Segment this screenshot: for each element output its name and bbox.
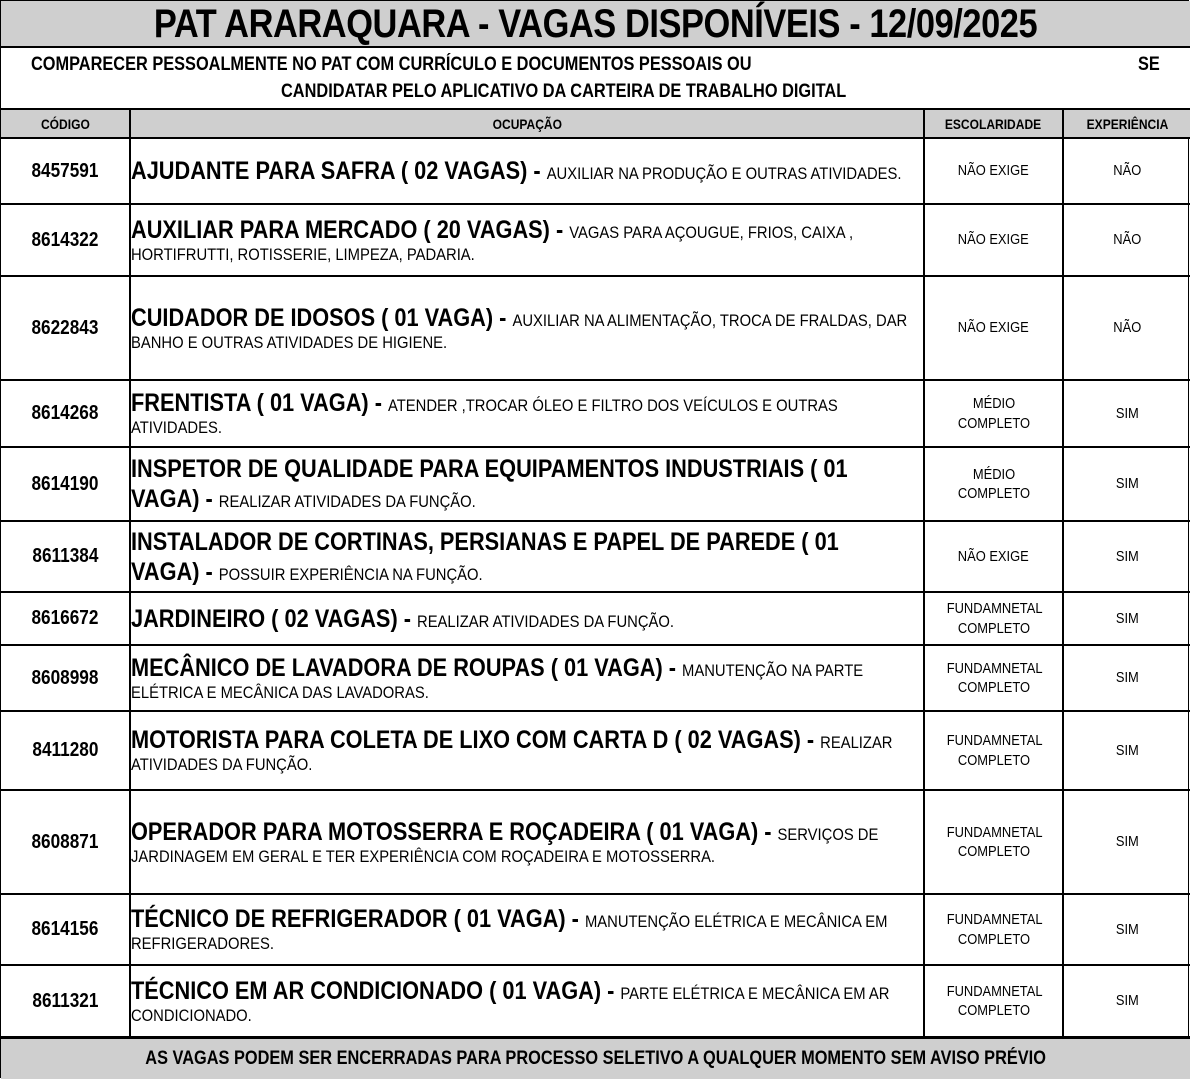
occupation-text	[131, 303, 910, 353]
occupation-text	[131, 817, 910, 867]
experience-cell	[1063, 965, 1190, 1037]
experience-cell	[1063, 645, 1190, 711]
education-cell	[924, 447, 1063, 521]
table-row	[1, 965, 1190, 1037]
occupation-cell	[130, 521, 924, 592]
occupation-cell	[130, 276, 924, 380]
occupation-cell	[130, 645, 924, 711]
education-requirement: NÃO EXIGE	[958, 231, 1029, 249]
occupation-title: OPERADOR PARA MOTOSSERRA E ROÇADEIRA ( 01 VAGA) -	[131, 817, 778, 846]
education-requirement: FUNDAMNETAL COMPLETO	[946, 600, 1043, 637]
column-header-label: CÓDIGO	[40, 115, 90, 132]
experience-requirement: NÃO	[1113, 162, 1141, 180]
column-header-label: ESCOLARIDADE	[945, 115, 1042, 132]
occupation-text	[131, 604, 910, 634]
experience-requirement: NÃO	[1113, 319, 1141, 337]
job-code-cell	[1, 138, 130, 204]
occupation-cell	[130, 711, 924, 790]
occupation-text	[131, 904, 910, 954]
occupation-text	[131, 653, 910, 703]
table-row	[1, 711, 1190, 790]
occupation-text	[131, 454, 910, 514]
experience-cell	[1063, 380, 1190, 447]
occupation-text	[131, 976, 910, 1026]
education-cell	[924, 521, 1063, 592]
column-header-experience	[1063, 110, 1190, 138]
experience-requirement: SIM	[1115, 833, 1139, 851]
job-code: 8614190	[31, 472, 99, 495]
title-banner	[1, 1, 1190, 48]
occupation-title: MECÂNICO DE LAVADORA DE ROUPAS ( 01 VAGA) -	[131, 653, 683, 682]
experience-requirement: SIM	[1115, 475, 1139, 493]
education-cell	[924, 790, 1063, 894]
occupation-cell	[130, 592, 924, 645]
table-row	[1, 138, 1190, 204]
occupation-text	[131, 527, 910, 587]
occupation-cell	[130, 965, 924, 1037]
education-requirement: MÉDIO COMPLETO	[957, 395, 1030, 432]
education-cell	[924, 965, 1063, 1037]
experience-cell	[1063, 138, 1190, 204]
job-code: 8616672	[31, 607, 99, 629]
education-requirement: NÃO EXIGE	[958, 162, 1029, 180]
job-code: 8611384	[31, 545, 99, 567]
job-code-cell	[1, 965, 130, 1037]
experience-requirement: SIM	[1115, 992, 1139, 1010]
occupation-description: VAGAS PARA AÇOUGUE, FRIOS, CAIXA , HORTIFRUTTI, ROTISSERIE, LIMPEZA, PADARIA.	[131, 222, 854, 264]
table-header-row	[1, 110, 1190, 138]
occupation-text	[131, 215, 910, 265]
job-code-cell	[1, 447, 130, 521]
table-row	[1, 645, 1190, 711]
job-code: 8611321	[31, 989, 99, 1012]
education-cell	[924, 380, 1063, 447]
occupation-description: REALIZAR ATIVIDADES DA FUNÇÃO.	[417, 611, 674, 631]
education-requirement: FUNDAMNETAL COMPLETO	[946, 823, 1043, 860]
column-header-label: EXPERIÊNCIA	[1086, 115, 1168, 132]
occupation-text	[131, 725, 910, 775]
occupation-cell	[130, 894, 924, 965]
occupation-cell	[130, 380, 924, 447]
occupation-title: INSPETOR DE QUALIDADE PARA EQUIPAMENTOS INDUSTRIAIS ( 01 VAGA) -	[131, 455, 848, 513]
experience-requirement: SIM	[1115, 669, 1139, 687]
table-row	[1, 592, 1190, 645]
job-code: 8411280	[31, 739, 99, 761]
experience-cell	[1063, 790, 1190, 894]
job-code: 8614156	[31, 918, 99, 940]
occupation-description: POSSUIR EXPERIÊNCIA NA FUNÇÃO.	[218, 564, 483, 584]
experience-cell	[1063, 711, 1190, 790]
education-requirement: FUNDAMNETAL COMPLETO	[946, 659, 1043, 696]
job-code-cell	[1, 521, 130, 592]
job-code: 8622843	[31, 316, 99, 339]
job-code: 8614268	[31, 402, 99, 424]
job-code: 8608871	[31, 830, 99, 853]
education-requirement: FUNDAMNETAL COMPLETO	[946, 982, 1043, 1019]
occupation-title: TÉCNICO EM AR CONDICIONADO ( 01 VAGA) -	[131, 976, 621, 1005]
occupation-title: JARDINEIRO ( 02 VAGAS) -	[131, 604, 418, 633]
job-code-cell	[1, 276, 130, 380]
occupation-description: MANUTENÇÃO NA PARTE ELÉTRICA E MECÂNICA DAS LAVADORAS.	[131, 660, 864, 702]
occupation-description: AUXILIAR NA PRODUÇÃO E OUTRAS ATIVIDADES.	[546, 164, 902, 183]
job-code-cell	[1, 204, 130, 276]
occupation-description: MANUTENÇÃO ELÉTRICA E MECÂNICA EM REFRIGERADORES.	[131, 912, 888, 954]
column-header-code	[1, 110, 130, 138]
experience-requirement: SIM	[1115, 920, 1139, 938]
occupation-description: ATENDER ,TROCAR ÓLEO E FILTRO DOS VEÍCULOS E OUTRAS ATIVIDADES.	[131, 396, 838, 438]
occupation-cell	[130, 138, 924, 204]
jobs-table-body	[1, 138, 1190, 1037]
experience-requirement: SIM	[1115, 609, 1139, 627]
instructions-line-2: CANDIDATAR PELO APLICATIVO DA CARTEIRA DE TRABALHO DIGITAL	[281, 81, 847, 102]
jobs-table	[1, 110, 1190, 1038]
job-code: 8457591	[31, 159, 99, 182]
education-cell	[924, 276, 1063, 380]
experience-requirement: NÃO	[1113, 231, 1141, 249]
education-requirement: NÃO EXIGE	[958, 319, 1029, 337]
footer-banner	[1, 1037, 1190, 1079]
occupation-text	[131, 156, 910, 186]
education-requirement: FUNDAMNETAL COMPLETO	[946, 911, 1043, 948]
experience-cell	[1063, 894, 1190, 965]
experience-requirement: SIM	[1115, 547, 1139, 565]
education-requirement: MÉDIO COMPLETO	[957, 465, 1030, 502]
column-header-education	[924, 110, 1063, 138]
occupation-description: REALIZAR ATIVIDADES DA FUNÇÃO.	[218, 492, 476, 511]
table-row	[1, 790, 1190, 894]
education-cell	[924, 138, 1063, 204]
instructions-se: SE	[1138, 54, 1160, 75]
occupation-description: REALIZAR ATIVIDADES DA FUNÇÃO.	[131, 733, 893, 775]
experience-cell	[1063, 447, 1190, 521]
education-cell	[924, 894, 1063, 965]
occupation-description: SERVIÇOS DE JARDINAGEM EM GERAL E TER EXPERIÊNCIA COM ROÇADEIRA E MOTOSSERRA.	[131, 824, 879, 866]
education-requirement: FUNDAMNETAL COMPLETO	[946, 732, 1043, 769]
instructions-banner	[1, 48, 1190, 110]
experience-cell	[1063, 204, 1190, 276]
education-cell	[924, 592, 1063, 645]
job-code-cell	[1, 592, 130, 645]
occupation-text	[131, 388, 910, 438]
experience-requirement: SIM	[1115, 741, 1139, 759]
education-cell	[924, 711, 1063, 790]
education-cell	[924, 645, 1063, 711]
experience-requirement: SIM	[1115, 404, 1139, 422]
column-header-label: OCUPAÇÃO	[492, 115, 562, 132]
experience-cell	[1063, 592, 1190, 645]
page-title: PAT ARARAQUARA - VAGAS DISPONÍVEIS - 12/09/2025	[153, 1, 1038, 46]
job-code-cell	[1, 380, 130, 447]
table-row	[1, 521, 1190, 592]
occupation-title: CUIDADOR DE IDOSOS ( 01 VAGA) -	[131, 303, 513, 332]
table-row	[1, 204, 1190, 276]
occupation-description: PARTE ELÉTRICA E MECÂNICA EM AR CONDICIONADO.	[131, 983, 890, 1025]
education-requirement: NÃO EXIGE	[958, 547, 1029, 565]
occupation-title: AUXILIAR PARA MERCADO ( 20 VAGAS) -	[131, 215, 570, 244]
column-header-occupation	[130, 110, 924, 138]
education-cell	[924, 204, 1063, 276]
occupation-cell	[130, 447, 924, 521]
occupation-cell	[130, 204, 924, 276]
occupation-title: MOTORISTA PARA COLETA DE LIXO COM CARTA D ( 02 VAGAS) -	[131, 726, 821, 755]
job-code: 8608998	[31, 666, 99, 689]
occupation-description: AUXILIAR NA ALIMENTAÇÃO, TROCA DE FRALDAS, DAR BANHO E OUTRAS ATIVIDADES DE HIGIENE.	[131, 310, 908, 352]
table-row	[1, 276, 1190, 380]
table-row	[1, 447, 1190, 521]
instructions-line-1: COMPARECER PESSOALMENTE NO PAT COM CURRÍCULO E DOCUMENTOS PESSOAIS OU	[31, 54, 752, 75]
experience-cell	[1063, 521, 1190, 592]
occupation-title: AJUDANTE PARA SAFRA ( 02 VAGAS) -	[131, 157, 547, 185]
occupation-title: TÉCNICO DE REFRIGERADOR ( 01 VAGA) -	[131, 905, 585, 934]
occupation-title: FRENTISTA ( 01 VAGA) -	[131, 389, 388, 418]
occupation-cell	[130, 790, 924, 894]
table-row	[1, 894, 1190, 965]
job-code-cell	[1, 645, 130, 711]
experience-cell	[1063, 276, 1190, 380]
job-code: 8614322	[31, 228, 99, 251]
job-code-cell	[1, 894, 130, 965]
occupation-title: INSTALADOR DE CORTINAS, PERSIANAS E PAPEL DE PAREDE ( 01 VAGA) -	[131, 527, 839, 586]
job-code-cell	[1, 711, 130, 790]
table-row	[1, 380, 1190, 447]
job-code-cell	[1, 790, 130, 894]
footer-notice: AS VAGAS PODEM SER ENCERRADAS PARA PROCESSO SELETIVO A QUALQUER MOMENTO SEM AVISO PRÉVIO	[145, 1048, 1046, 1069]
